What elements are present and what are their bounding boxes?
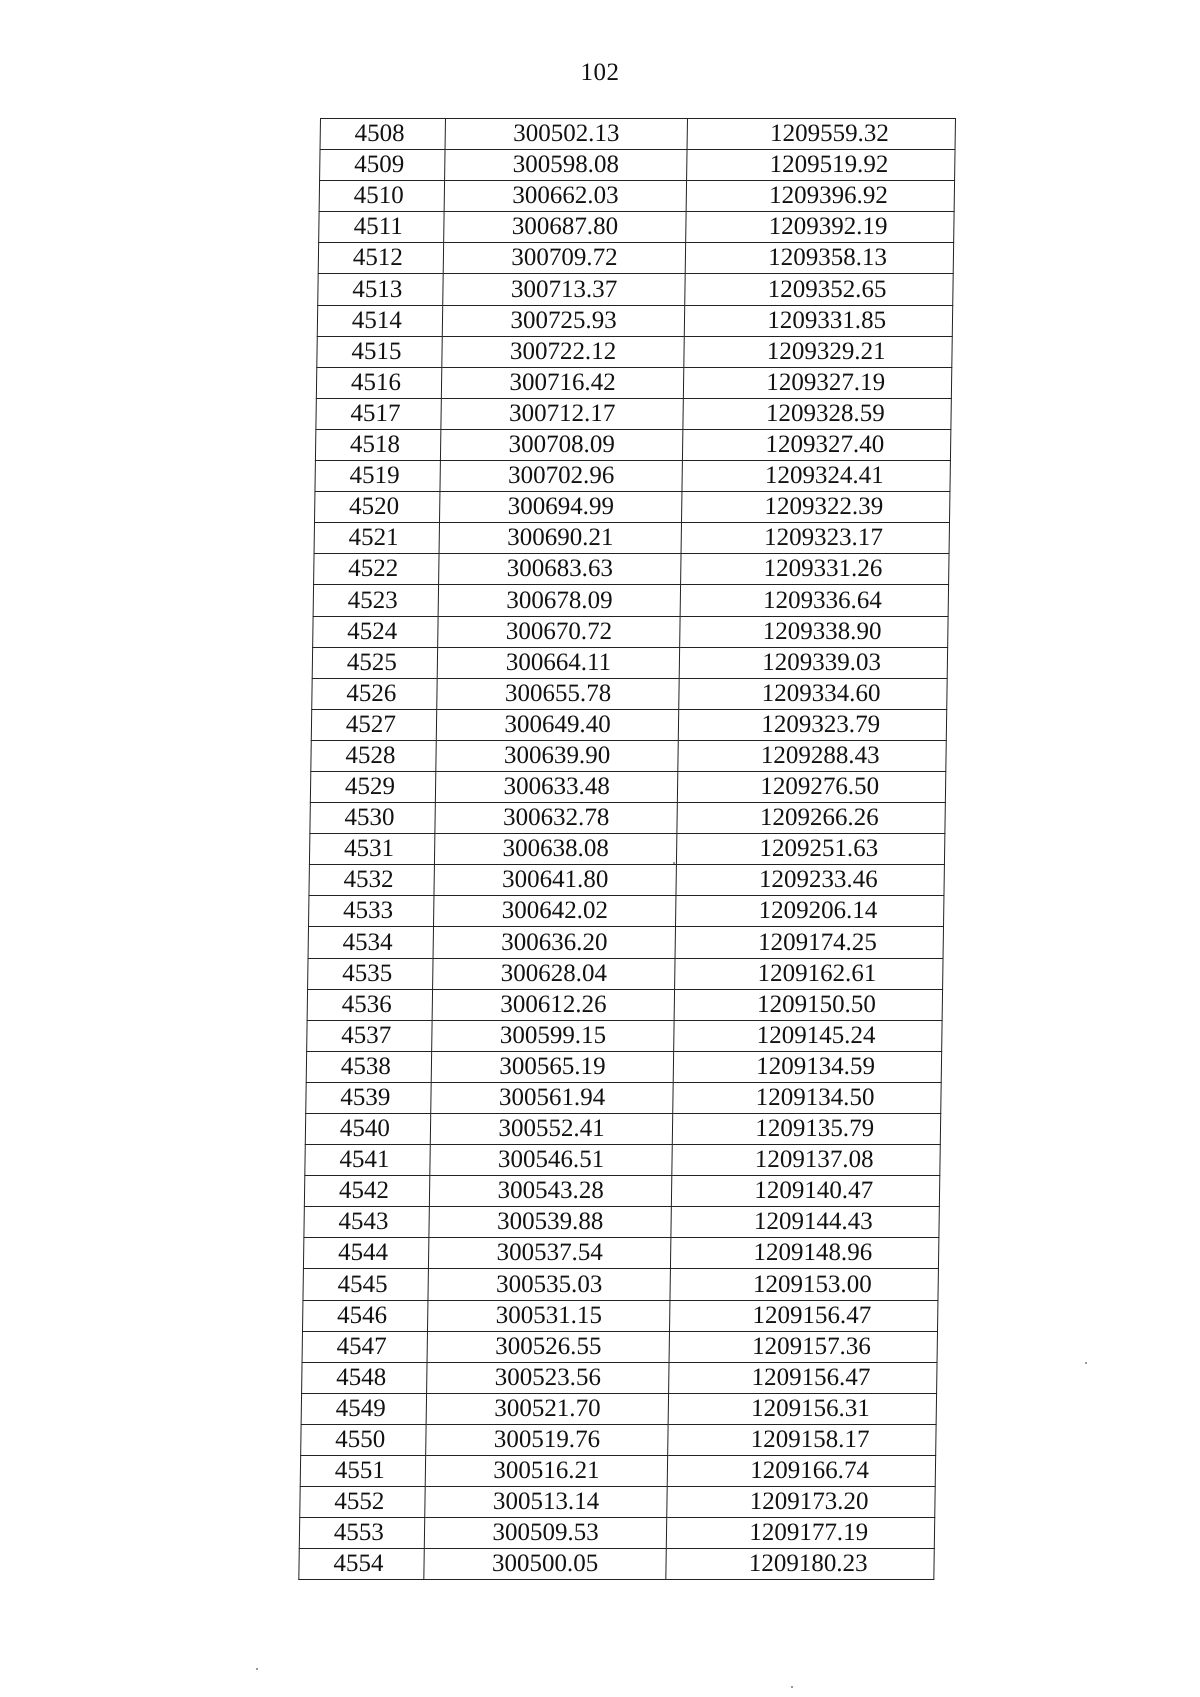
x-coordinate-cell: 300633.48 [435,771,678,802]
table-row [316,367,951,398]
table-row [313,616,948,647]
point-number-cell: 4513 [318,274,443,305]
point-number-cell: 4544 [303,1238,428,1269]
table-row [312,647,947,678]
x-coordinate-cell: 300712.17 [441,398,684,429]
table-row [299,1518,934,1549]
point-number-cell: 4549 [301,1393,426,1424]
y-coordinate-cell: 1209206.14 [676,896,944,927]
y-coordinate-cell: 1209328.59 [683,398,951,429]
x-coordinate-cell: 300642.02 [433,896,676,927]
point-number-cell: 4540 [305,1114,430,1145]
y-coordinate-cell: 1209336.64 [681,585,949,616]
x-coordinate-cell: 300713.37 [443,274,686,305]
x-coordinate-cell: 300546.51 [430,1145,673,1176]
y-coordinate-cell: 1209135.79 [673,1114,941,1145]
x-coordinate-cell: 300716.42 [441,367,684,398]
point-number-cell: 4525 [312,647,437,678]
y-coordinate-cell: 1209144.43 [671,1207,939,1238]
point-number-cell: 4509 [320,150,445,181]
x-coordinate-cell: 300526.55 [427,1331,670,1362]
point-number-cell: 4511 [319,212,444,243]
point-number-cell: 4518 [315,429,440,460]
point-number-cell: 4527 [311,709,436,740]
table-row [310,803,945,834]
table-row [317,305,952,336]
x-coordinate-cell: 300561.94 [431,1082,674,1113]
y-coordinate-cell: 1209559.32 [687,119,955,150]
x-coordinate-cell: 300552.41 [430,1114,673,1145]
table-row [308,927,943,958]
scan-speck [1085,1362,1087,1364]
y-coordinate-cell: 1209251.63 [677,834,945,865]
x-coordinate-cell: 300531.15 [427,1300,670,1331]
point-number-cell: 4552 [300,1487,425,1518]
point-number-cell: 4520 [314,492,439,523]
point-number-cell: 4542 [304,1176,429,1207]
y-coordinate-cell: 1209145.24 [674,1020,942,1051]
point-number-cell: 4539 [306,1082,431,1113]
x-coordinate-cell: 300598.08 [444,150,687,181]
x-coordinate-cell: 300641.80 [434,865,677,896]
table-row [305,1114,940,1145]
table-row [309,834,944,865]
x-coordinate-cell: 300543.28 [429,1176,672,1207]
x-coordinate-cell: 300678.09 [438,585,681,616]
y-coordinate-cell: 1209323.79 [679,709,947,740]
point-number-cell: 4554 [299,1549,424,1580]
table-row [302,1331,937,1362]
point-number-cell: 4535 [308,958,433,989]
x-coordinate-cell: 300523.56 [426,1362,669,1393]
coordinates-table-body [299,119,956,1580]
y-coordinate-cell: 1209156.47 [669,1362,937,1393]
point-number-cell: 4519 [315,461,440,492]
point-number-cell: 4510 [319,181,444,212]
x-coordinate-cell: 300709.72 [443,243,686,274]
x-coordinate-cell: 300664.11 [437,647,680,678]
y-coordinate-cell: 1209156.47 [670,1300,938,1331]
x-coordinate-cell: 300638.08 [434,834,677,865]
point-number-cell: 4508 [320,119,445,150]
point-number-cell: 4538 [306,1051,431,1082]
x-coordinate-cell: 300539.88 [429,1207,672,1238]
y-coordinate-cell: 1209519.92 [687,150,955,181]
y-coordinate-cell: 1209322.39 [682,492,950,523]
y-coordinate-cell: 1209392.19 [686,212,954,243]
point-number-cell: 4547 [302,1331,427,1362]
x-coordinate-cell: 300639.90 [436,740,679,771]
y-coordinate-cell: 1209174.25 [675,927,943,958]
x-coordinate-cell: 300599.15 [431,1020,674,1051]
table-row [300,1456,935,1487]
x-coordinate-cell: 300521.70 [426,1393,669,1424]
y-coordinate-cell: 1209134.50 [673,1082,941,1113]
table-row [312,678,947,709]
table-row [314,523,949,554]
y-coordinate-cell: 1209177.19 [667,1518,935,1549]
x-coordinate-cell: 300628.04 [432,958,675,989]
y-coordinate-cell: 1209140.47 [672,1176,940,1207]
scan-speck [256,1668,258,1670]
y-coordinate-cell: 1209157.36 [669,1331,937,1362]
x-coordinate-cell: 300500.05 [424,1549,667,1580]
y-coordinate-cell: 1209156.31 [669,1393,937,1424]
x-coordinate-cell: 300632.78 [435,803,678,834]
x-coordinate-cell: 300722.12 [442,336,685,367]
x-coordinate-cell: 300655.78 [437,678,680,709]
y-coordinate-cell: 1209331.85 [685,305,953,336]
table-row [301,1424,936,1455]
point-number-cell: 4523 [313,585,438,616]
y-coordinate-cell: 1209396.92 [686,181,954,212]
table-row [303,1269,938,1300]
table-row [307,1020,942,1051]
table-row [309,865,944,896]
table-row [310,771,945,802]
point-number-cell: 4514 [317,305,442,336]
y-coordinate-cell: 1209329.21 [684,336,952,367]
table-row [319,181,954,212]
table-row [308,896,943,927]
x-coordinate-cell: 300516.21 [425,1456,668,1487]
y-coordinate-cell: 1209162.61 [675,958,943,989]
page-number: 102 [580,59,620,86]
table-row [302,1362,937,1393]
x-coordinate-cell: 300519.76 [425,1424,668,1455]
point-number-cell: 4537 [307,1020,432,1051]
y-coordinate-cell: 1209173.20 [667,1487,935,1518]
point-number-cell: 4522 [314,554,439,585]
point-number-cell: 4530 [310,803,435,834]
point-number-cell: 4546 [303,1300,428,1331]
y-coordinate-cell: 1209338.90 [680,616,948,647]
table-row [307,989,942,1020]
y-coordinate-cell: 1209358.13 [686,243,954,274]
y-coordinate-cell: 1209331.26 [681,554,949,585]
y-coordinate-cell: 1209134.59 [674,1051,942,1082]
y-coordinate-cell: 1209233.46 [676,865,944,896]
point-number-cell: 4515 [317,336,442,367]
x-coordinate-cell: 300636.20 [433,927,676,958]
table-row [313,585,948,616]
table-row [305,1145,940,1176]
table-row [315,461,950,492]
y-coordinate-cell: 1209276.50 [678,771,946,802]
x-coordinate-cell: 300702.96 [440,461,683,492]
point-number-cell: 4543 [304,1207,429,1238]
y-coordinate-cell: 1209324.41 [682,461,950,492]
table-row [314,492,949,523]
x-coordinate-cell: 300649.40 [436,709,679,740]
table-row [303,1238,938,1269]
y-coordinate-cell: 1209334.60 [679,678,947,709]
y-coordinate-cell: 1209339.03 [680,647,948,678]
x-coordinate-cell: 300670.72 [437,616,680,647]
x-coordinate-cell: 300662.03 [444,181,687,212]
x-coordinate-cell: 300725.93 [442,305,685,336]
y-coordinate-cell: 1209148.96 [671,1238,939,1269]
point-number-cell: 4536 [307,989,432,1020]
x-coordinate-cell: 300687.80 [443,212,686,243]
point-number-cell: 4529 [310,771,435,802]
y-coordinate-cell: 1209327.19 [684,367,952,398]
table-row [308,958,943,989]
table-row [306,1082,941,1113]
table-row [317,336,952,367]
table-row [314,554,949,585]
table-row [300,1487,935,1518]
point-number-cell: 4551 [300,1456,425,1487]
x-coordinate-cell: 300513.14 [425,1487,668,1518]
table-row [318,274,953,305]
table-row [299,1549,934,1580]
scan-speck [791,1686,793,1688]
y-coordinate-cell: 1209323.17 [681,523,949,554]
point-number-cell: 4548 [302,1362,427,1393]
table-row [311,740,946,771]
y-coordinate-cell: 1209180.23 [666,1549,934,1580]
x-coordinate-cell: 300690.21 [439,523,682,554]
table-row [304,1207,939,1238]
point-number-cell: 4517 [316,398,441,429]
point-number-cell: 4512 [318,243,443,274]
point-number-cell: 4528 [311,740,436,771]
x-coordinate-cell: 300509.53 [424,1518,667,1549]
point-number-cell: 4553 [299,1518,424,1549]
table-row [315,429,950,460]
y-coordinate-cell: 1209266.26 [677,803,945,834]
x-coordinate-cell: 300535.03 [428,1269,671,1300]
point-number-cell: 4521 [314,523,439,554]
point-number-cell: 4532 [309,865,434,896]
coordinates-table [298,118,956,1580]
table-row [316,398,951,429]
table-row [319,212,954,243]
point-number-cell: 4545 [303,1269,428,1300]
scan-speck [673,862,675,864]
point-number-cell: 4533 [308,896,433,927]
table-row [318,243,953,274]
y-coordinate-cell: 1209153.00 [670,1269,938,1300]
x-coordinate-cell: 300565.19 [431,1051,674,1082]
y-coordinate-cell: 1209137.08 [672,1145,940,1176]
x-coordinate-cell: 300537.54 [428,1238,671,1269]
point-number-cell: 4531 [309,834,434,865]
y-coordinate-cell: 1209327.40 [683,429,951,460]
table-row [306,1051,941,1082]
y-coordinate-cell: 1209288.43 [678,740,946,771]
point-number-cell: 4534 [308,927,433,958]
y-coordinate-cell: 1209166.74 [668,1456,936,1487]
point-number-cell: 4526 [312,678,437,709]
x-coordinate-cell: 300502.13 [445,119,688,150]
table-row [304,1176,939,1207]
table-row [303,1300,938,1331]
x-coordinate-cell: 300708.09 [440,429,683,460]
y-coordinate-cell: 1209158.17 [668,1424,936,1455]
point-number-cell: 4516 [316,367,441,398]
x-coordinate-cell: 300683.63 [438,554,681,585]
point-number-cell: 4524 [313,616,438,647]
point-number-cell: 4541 [305,1145,430,1176]
x-coordinate-cell: 300612.26 [432,989,675,1020]
table-row [320,150,955,181]
table-row [301,1393,936,1424]
point-number-cell: 4550 [301,1424,426,1455]
table-row [311,709,946,740]
table-row [320,119,955,150]
y-coordinate-cell: 1209352.65 [685,274,953,305]
x-coordinate-cell: 300694.99 [439,492,682,523]
y-coordinate-cell: 1209150.50 [675,989,943,1020]
